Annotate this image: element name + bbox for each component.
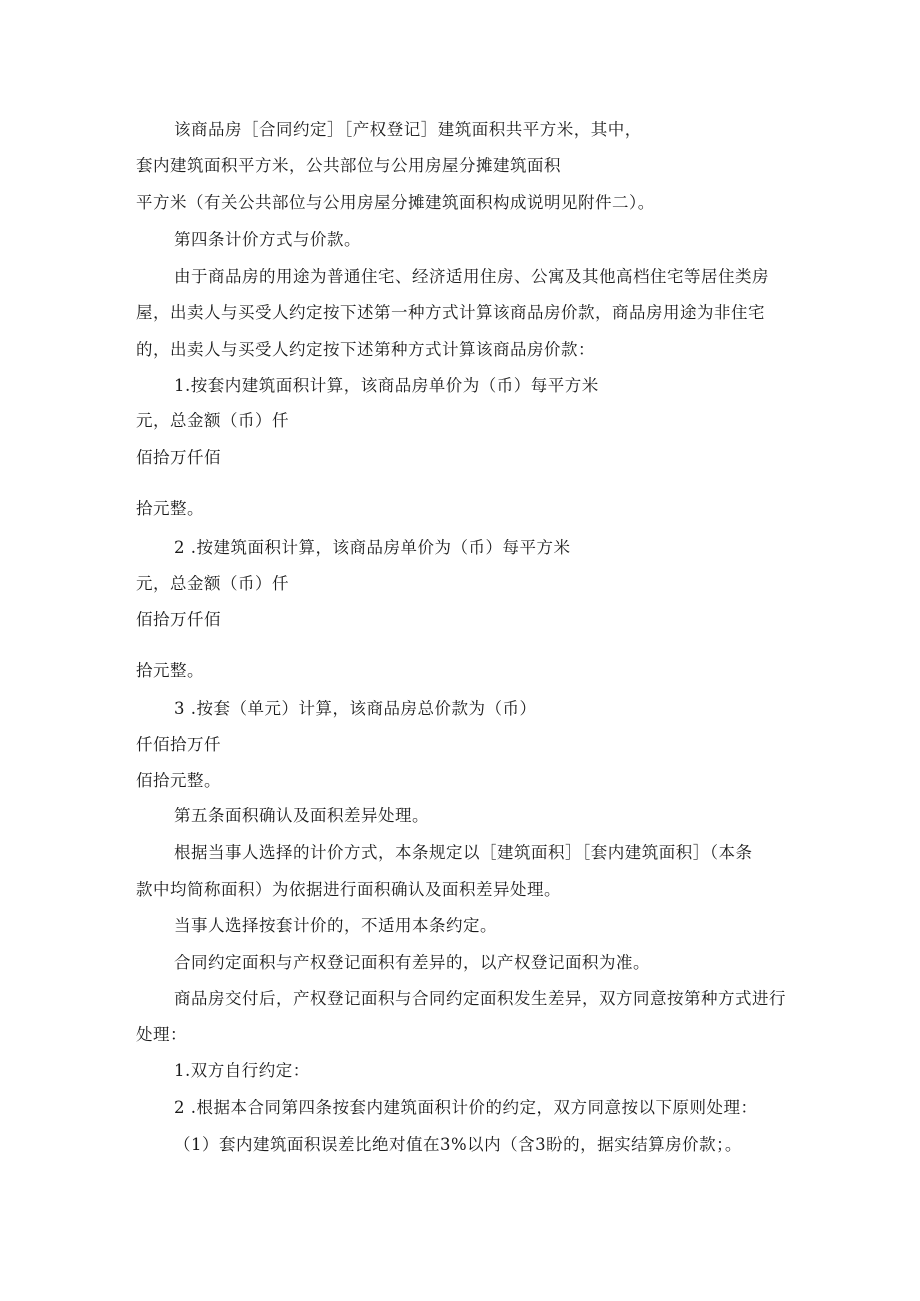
- rule-2-item-1: （1）套内建筑面积误差比绝对值在3%以内（含3盼的，据实结算房价款；。: [174, 1135, 742, 1154]
- paragraph-line-handling: 处理：: [136, 1025, 187, 1044]
- paragraph-line-inner-area: 套内建筑面积平方米，公共部位与公用房屋分摊建筑面积: [136, 156, 561, 175]
- method-1-total: 元，总金额（币）仟: [136, 411, 289, 430]
- method-1-amount-units: 佰拾万仟佰: [136, 448, 221, 467]
- paragraph-line-area-statement: 该商品房［合同约定］［产权登记］建筑面积共平方米，其中，: [174, 120, 642, 139]
- method-1-heading: 1.按套内建筑面积计算，该商品房单价为（币）每平方米: [174, 376, 599, 395]
- method-3-heading: 3 .按套（单元）计算，该商品房总价款为（币）: [174, 699, 537, 718]
- paragraph-line-area-basis: 根据当事人选择的计价方式，本条规定以［建筑面积］［套内建筑面积］（本条: [174, 843, 753, 862]
- method-3-amount-end: 佰拾元整。: [136, 771, 221, 790]
- paragraph-line-per-unit: 当事人选择按套计价的，不适用本条约定。: [174, 916, 497, 935]
- article-4-heading: 第四条计价方式与价款。: [174, 230, 361, 249]
- rule-1-heading: 1.双方自行约定：: [174, 1061, 310, 1080]
- method-1-amount-end: 拾元整。: [136, 499, 204, 518]
- paragraph-line-method-one: 屋，出卖人与买受人约定按下述第一种方式计算该商品房价款，商品房用途为非住宅: [136, 303, 765, 322]
- paragraph-line-delivery: 商品房交付后，产权登记面积与合同约定面积发生差异，双方同意按第种方式进行: [174, 989, 786, 1008]
- paragraph-line-area-basis-cont: 款中均简称面积）为依据进行面积确认及面积差异处理。: [136, 880, 561, 899]
- method-2-amount-units: 佰拾万仟佰: [136, 610, 221, 629]
- method-2-total: 元，总金额（币）仟: [136, 574, 289, 593]
- method-3-amount-units: 仟佰拾万仟: [136, 735, 221, 754]
- article-5-heading: 第五条面积确认及面积差异处理。: [174, 806, 429, 825]
- paragraph-line-method-other: 的，出卖人与买受人约定按下述第种方式计算该商品房价款：: [136, 340, 595, 359]
- rule-2-heading: 2 .根据本合同第四条按套内建筑面积计价的约定，双方同意按以下原则处理：: [174, 1098, 758, 1117]
- paragraph-line-shared-area: 平方米（有关公共部位与公用房屋分摊建筑面积构成说明见附件二）。: [136, 193, 655, 212]
- method-2-amount-end: 拾元整。: [136, 661, 204, 680]
- paragraph-line-usage: 由于商品房的用途为普通住宅、经济适用住房、公寓及其他高档住宅等居住类房: [174, 267, 769, 286]
- method-2-heading: 2 .按建筑面积计算，该商品房单价为（币）每平方米: [174, 538, 571, 557]
- paragraph-line-registration: 合同约定面积与产权登记面积有差异的，以产权登记面积为准。: [174, 953, 650, 972]
